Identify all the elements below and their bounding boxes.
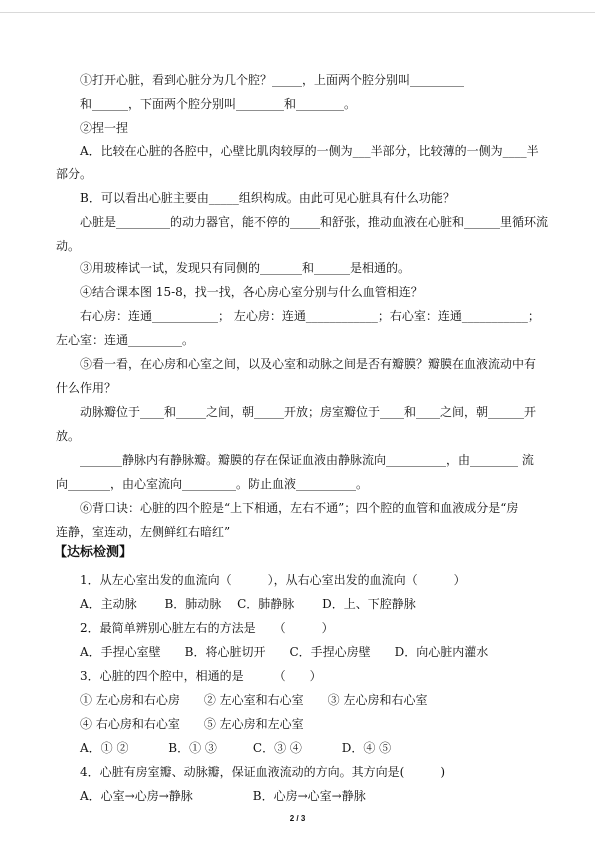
text-line: ④ 右心房和右心室 ⑤ 左心房和左心室: [80, 717, 304, 731]
text-line: ②捏一捏: [80, 121, 129, 135]
text-line: 连静，室连动，左侧鲜红右暗红”: [56, 525, 231, 539]
text-line: 什么作用？: [56, 381, 117, 395]
text-line: 右心房：连通___________； 左心房：连通____________；右心室：连通___________；: [80, 309, 540, 323]
text-line: B．可以看出心脏主要由_____组织构成。由此可见心脏具有什么功能？: [80, 191, 455, 205]
text-line: 2．最简单辨别心脏左右的方法是 （ ）: [80, 621, 334, 635]
text-line: 3．心脏的四个腔中，相通的是 （ ）: [80, 669, 322, 683]
text-line: 动脉瓣位于____和_____之间，朝_____开放；房室瓣位于____和____之间，朝______开: [80, 405, 537, 419]
text-line: ⑤看一看，在心房和心室之间，以及心室和动脉之间是否有瓣膜？瓣膜在血液流动中有: [80, 357, 537, 371]
text-line: ⑥背口诀：心脏的四个腔是“上下相通，左右不通”；四个腔的血管和血液成分是“房: [80, 501, 519, 515]
text-line: 左心室：连通_________。: [56, 333, 195, 347]
text-line: A．心室→心房→静脉 B．心房→心室→静脉: [80, 789, 366, 803]
text-line: 和______，下面两个腔分别叫________和________。: [80, 97, 357, 111]
text-line: A．手捏心室壁 B．将心脏切开 C．手捏心房壁 D．向心脏内灌水: [80, 645, 489, 659]
text-line: 4．心脏有房室瓣、动脉瓣，保证血液流动的方向。其方向是( ): [80, 765, 446, 779]
text-line: 放。: [56, 429, 81, 443]
text-line: A．① ② B．① ③ C．③ ④ D．④ ⑤: [80, 741, 392, 755]
page-number: 2 / 3: [289, 814, 306, 823]
text-line: ① 左心房和右心房 ② 左心室和右心室 ③ 左心房和右心室: [80, 693, 428, 707]
section-heading: 【达标检测】: [54, 545, 133, 560]
text-line: ④结合课本图 15-8，找一找，各心房心室分别与什么血管相连？: [80, 285, 423, 299]
header-rule: [0, 12, 595, 13]
text-line: _______静脉内有静脉瓣。瓣膜的存在保证血液由静脉流向__________，由________ 流: [80, 453, 534, 467]
text-line: ①打开心脏，看到心脏分为几个腔？_____，上面两个腔分别叫_________: [80, 73, 465, 87]
text-line: 向_______，由心室流向_________。防止血液__________。: [56, 477, 369, 491]
text-line: 1．从左心室出发的血流向（ ），从右心室出发的血流向（ ）: [80, 573, 466, 587]
text-line: A．比较在心脏的各腔中，心壁比肌肉较厚的一侧为___半部分，比较薄的一侧为____半: [80, 144, 539, 158]
text-line: 部分。: [56, 167, 93, 181]
text-line: A．主动脉 B．肺动脉 C．肺静脉 D．上、下腔静脉: [80, 597, 416, 611]
text-line: 心脏是_________的动力器官，能不停的_____和舒张，推动血液在心脏和______里循环流: [80, 215, 549, 229]
text-line: 动。: [56, 239, 81, 253]
text-line: ③用玻棒试一试，发现只有同侧的_______和______是相通的。: [80, 261, 411, 275]
